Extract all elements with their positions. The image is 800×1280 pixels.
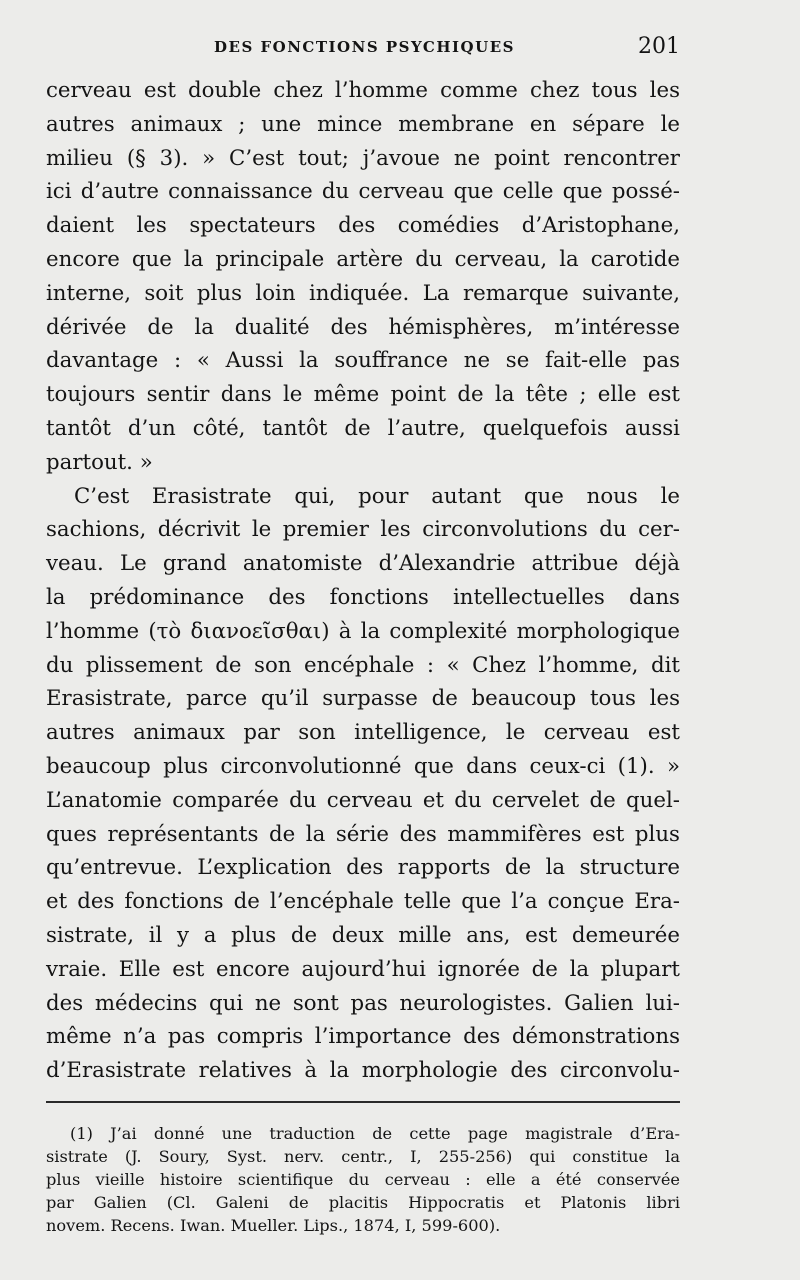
text-line: ici d’autre connaissance du cerveau que celle que possé- — [46, 179, 680, 205]
footnote-line: plus vieille histoire scientifique du cerveau : elle a été conservée — [46, 1170, 680, 1189]
page-header — [46, 34, 680, 64]
text-line: vraie. Elle est encore aujourd’hui ignorée de la plupart — [46, 956, 680, 982]
text-line: autres animaux par son intelligence, le cerveau est — [46, 720, 680, 746]
footnote-line: par Galien (Cl. Galeni de placitis Hippocratis et Platonis libri — [46, 1193, 680, 1212]
text-line: Erasistrate, parce qu’il surpasse de beaucoup tous les — [46, 686, 680, 712]
text-line: L’anatomie comparée du cerveau et du cervelet de quel- — [46, 787, 680, 813]
text-line: milieu (§ 3). » C’est tout; j’avoue ne point rencontrer — [46, 145, 680, 171]
footnote-separator — [46, 1101, 680, 1103]
text-line: l’homme (τὸ διανοεῖσθαι) à la complexité morphologique — [46, 618, 680, 644]
text-line: interne, soit plus loin indiquée. La remarque suivante, — [46, 280, 680, 306]
text-line: sistrate, il y a plus de deux mille ans, est demeurée — [46, 922, 680, 948]
text-line: beaucoup plus circonvolutionné que dans ceux-ci (1). » — [46, 753, 680, 779]
text-line: C’est Erasistrate qui, pour autant que nous le — [74, 483, 680, 509]
text-line: daient les spectateurs des comédies d’Aristophane, — [46, 213, 680, 239]
text-line: cerveau est double chez l’homme comme chez tous les — [46, 78, 680, 103]
text-line: même n’a pas compris l’importance des démonstrations — [46, 1024, 680, 1050]
text-line: qu’entrevue. L’explication des rapports de la structure — [46, 855, 680, 881]
text-line: des médecins qui ne sont pas neurologistes. Galien lui- — [46, 990, 680, 1016]
text-line: ques représentants de la série des mammifères est plus — [46, 821, 680, 847]
text-line: et des fonctions de l’encéphale telle que l’a conçue Era- — [46, 889, 680, 915]
text-line: toujours sentir dans le même point de la tête ; elle est — [46, 382, 680, 408]
text-line: du plissement de son encéphale : « Chez l’homme, dit — [46, 652, 680, 678]
footnote-line: (1) J’ai donné une traduction de cette page magistrale d’Era- — [70, 1124, 680, 1143]
footnote-line: sistrate (J. Soury, Syst. nerv. centr., I, 255-256) qui constitue la — [46, 1147, 680, 1166]
text-line: veau. Le grand anatomiste d’Alexandrie attribue déjà — [46, 551, 680, 577]
text-line: autres animaux ; une mince membrane en sépare le — [46, 111, 680, 137]
text-line: d’Erasistrate relatives à la morphologie des circonvolu- — [46, 1058, 680, 1084]
text-line: davantage : « Aussi la souffrance ne se fait-elle pas — [46, 348, 680, 374]
page-number: 201 — [638, 34, 680, 59]
main-text — [46, 74, 680, 1088]
text-line: sachions, décrivit le premier les circonvolutions du cer- — [46, 517, 680, 543]
footnote — [46, 1122, 680, 1237]
text-line: dérivée de la dualité des hémisphères, m’intéresse — [46, 314, 680, 340]
running-title: DES FONCTIONS PSYCHIQUES — [214, 38, 515, 56]
text-line: encore que la principale artère du cerveau, la carotide — [46, 246, 680, 272]
footnote-line: novem. Recens. Iwan. Mueller. Lips., 1874, I, 599-600). — [46, 1216, 501, 1235]
text-line: la prédominance des fonctions intellectuelles dans — [46, 584, 680, 610]
text-line: partout. » — [46, 449, 153, 475]
text-line: tantôt d’un côté, tantôt de l’autre, quelquefois aussi — [46, 415, 680, 441]
